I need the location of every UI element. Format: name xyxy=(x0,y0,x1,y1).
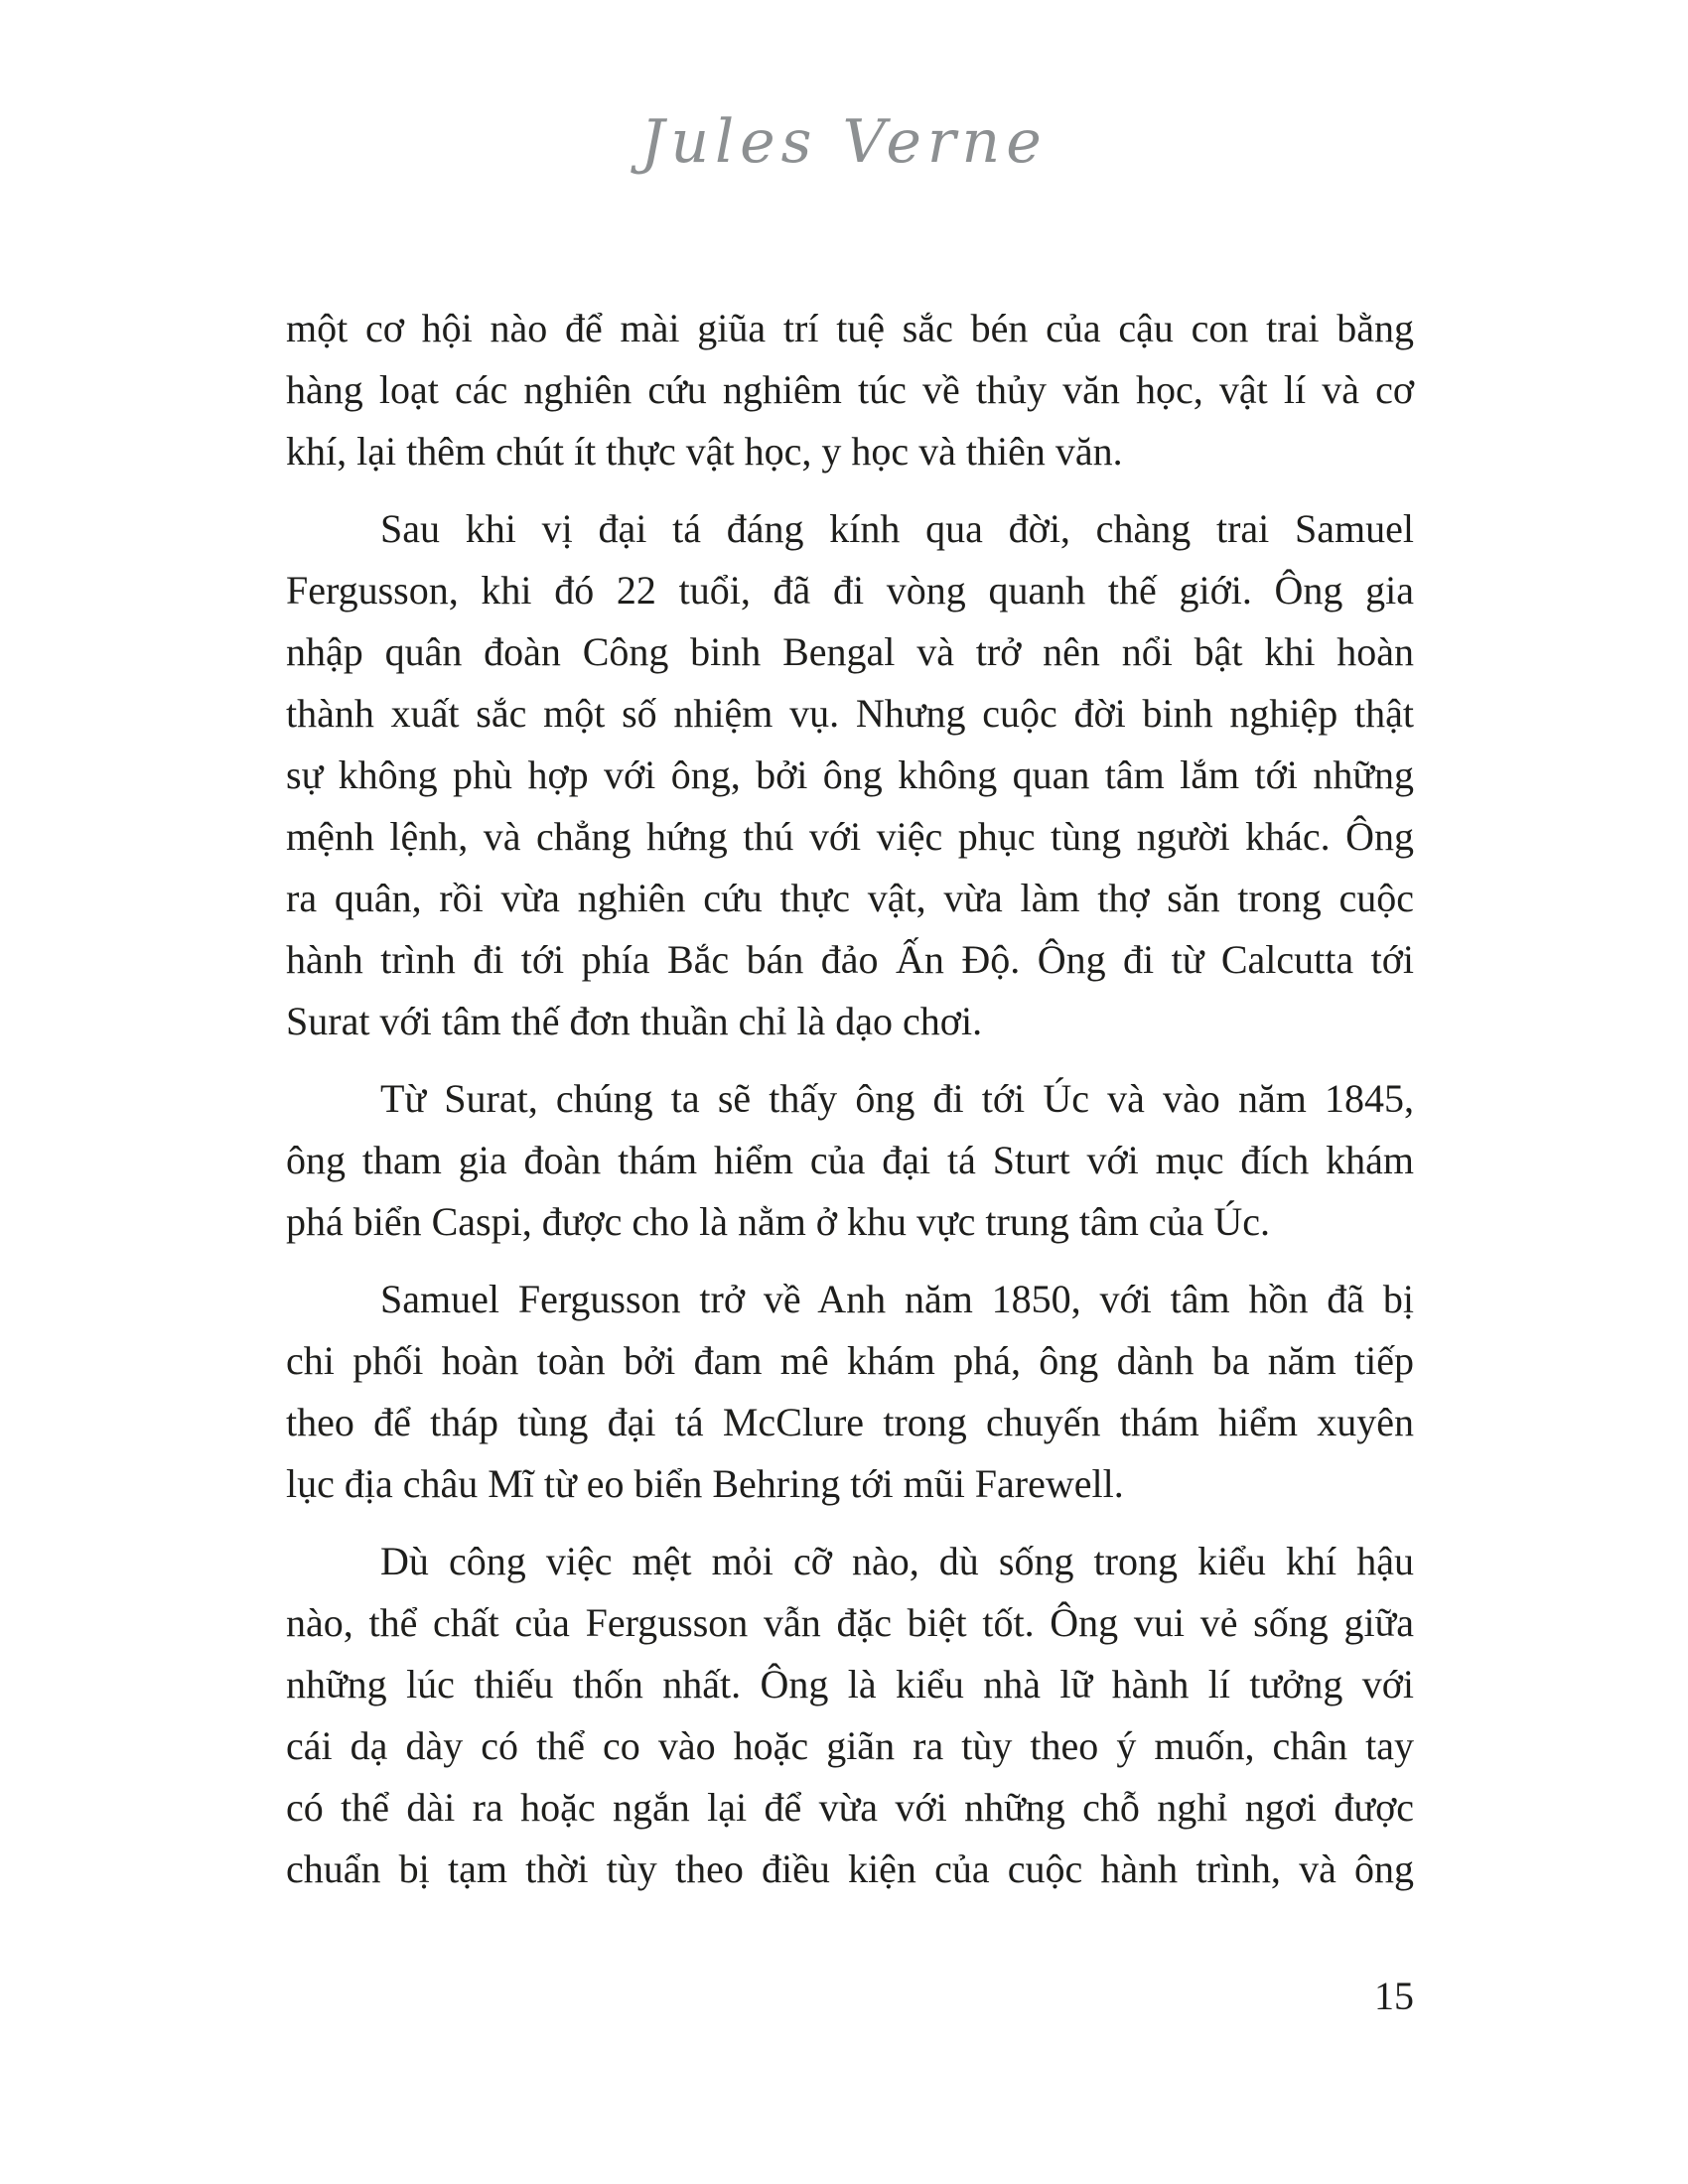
text-line: một cơ hội nào để mài giũa trí tuệ sắc bén của cậu con trai bằng xyxy=(286,306,1414,350)
running-header-author: Jules Verne xyxy=(640,107,1048,177)
text-line: Surat với tâm thế đơn thuần chỉ là dạo chơi. xyxy=(286,999,983,1043)
text-line: khí, lại thêm chút ít thực vật học, y học và thiên văn. xyxy=(286,429,1123,474)
text-line: theo để tháp tùng đại tá McClure trong chuyến thám hiểm xuyên xyxy=(286,1400,1414,1444)
text-line: ra quân, rồi vừa nghiên cứu thực vật, vừa làm thợ săn trong cuộc xyxy=(286,876,1414,920)
text-line: những lúc thiếu thốn nhất. Ông là kiểu nhà lữ hành lí tưởng với xyxy=(286,1662,1414,1706)
text-line: hành trình đi tới phía Bắc bán đảo Ấn Độ. Ông đi từ Calcutta tới xyxy=(286,937,1414,982)
paragraph xyxy=(286,498,1414,1052)
text-block xyxy=(286,298,1414,1916)
text-line: nào, thể chất của Fergusson vẫn đặc biệt tốt. Ông vui vẻ sống giữa xyxy=(286,1600,1414,1645)
text-line: Fergusson, khi đó 22 tuổi, đã đi vòng quanh thế giới. Ông gia xyxy=(286,568,1414,613)
text-line: lục địa châu Mĩ từ eo biển Behring tới mũi Farewell. xyxy=(286,1461,1124,1506)
text-line: Samuel Fergusson trở về Anh năm 1850, với tâm hồn đã bị xyxy=(380,1277,1414,1321)
text-line: Sau khi vị đại tá đáng kính qua đời, chàng trai Samuel xyxy=(380,506,1414,551)
text-line: thành xuất sắc một số nhiệm vụ. Nhưng cuộc đời binh nghiệp thật xyxy=(286,691,1414,736)
paragraph xyxy=(286,298,1414,482)
text-line: sự không phù hợp với ông, bởi ông không quan tâm lắm tới những xyxy=(286,752,1414,797)
paragraph xyxy=(286,1269,1414,1515)
text-line: Từ Surat, chúng ta sẽ thấy ông đi tới Úc và vào năm 1845, xyxy=(380,1076,1414,1121)
text-line: chi phối hoàn toàn bởi đam mê khám phá, ông dành ba năm tiếp xyxy=(286,1338,1414,1383)
text-line: Dù công việc mệt mỏi cỡ nào, dù sống trong kiểu khí hậu xyxy=(380,1539,1414,1583)
text-line: ông tham gia đoàn thám hiểm của đại tá Sturt với mục đích khám xyxy=(286,1138,1414,1182)
paragraph xyxy=(286,1068,1414,1253)
paragraph xyxy=(286,1531,1414,1900)
text-line: cái dạ dày có thể co vào hoặc giãn ra tùy theo ý muốn, chân tay xyxy=(286,1723,1414,1768)
text-line: nhập quân đoàn Công binh Bengal và trở nên nổi bật khi hoàn xyxy=(286,629,1414,674)
text-line: chuẩn bị tạm thời tùy theo điều kiện của cuộc hành trình, và ông xyxy=(286,1846,1414,1891)
page-number: 15 xyxy=(1374,1974,1414,2018)
text-line: có thể dài ra hoặc ngắn lại để vừa với những chỗ nghỉ ngơi được xyxy=(286,1785,1414,1830)
text-line: hàng loạt các nghiên cứu nghiêm túc về thủy văn học, vật lí và cơ xyxy=(286,367,1414,412)
text-line: phá biển Caspi, được cho là nằm ở khu vực trung tâm của Úc. xyxy=(286,1199,1270,1244)
text-line: mệnh lệnh, và chẳng hứng thú với việc phục tùng người khác. Ông xyxy=(286,814,1414,859)
